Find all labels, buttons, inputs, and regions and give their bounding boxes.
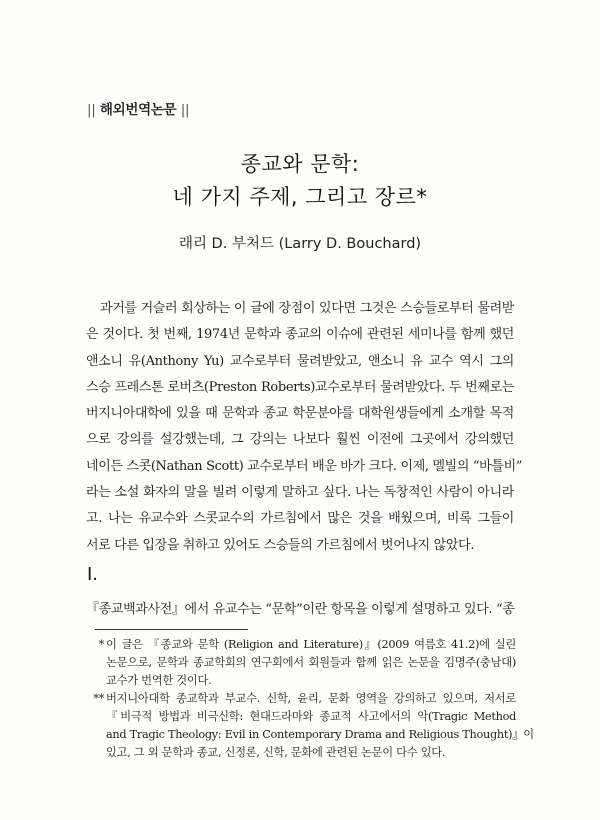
- footnote-line: 『비극적 방법과 비극신학: 현대드라마와 종교적 사고에서의 악(Tragic Method: [106, 710, 516, 723]
- section-tag: [87, 98, 189, 118]
- section-tag-bar-left: ||: [87, 102, 96, 118]
- footnote-1: [86, 636, 516, 690]
- footnote-2: [86, 690, 534, 762]
- paragraph-line: 버지니아대학에 있을 때 문학과 종교 학문분야를 대학원생들에게 소개할 목적: [86, 406, 514, 422]
- intro-paragraph: [86, 296, 523, 559]
- footnote-line: and Tragic Theology: Evil in Contemporary Drama and Religious Thought)』이: [106, 728, 534, 741]
- footnote-mark: *: [98, 638, 104, 651]
- paragraph-line: 서로 다른 입장을 취하고 있어도 스승들의 가르침에서 벗어나지 않았다.: [86, 537, 475, 553]
- paragraph-line: 라는 소설 화자의 말을 빌려 이렇게 말하고 싶다. 나는 독창적인 사람이 아니라: [86, 485, 514, 501]
- paragraph-line: 고. 나는 유교수와 스콧교수의 가르침에서 많은 것을 배웠으며, 비록 그들이: [86, 511, 514, 527]
- paragraph-line: 으로 강의를 설강했는데, 그 강의는 나보다 훨씬 이전에 그곳에서 강의했던: [86, 432, 514, 448]
- author-byline: 래리 D. 부처드 (Larry D. Bouchard): [178, 236, 422, 252]
- footnote-line: 있고, 그 외 문학과 종교, 신정론, 신학, 문화에 관련된 논문이 다수 있다.: [106, 746, 446, 759]
- section-tag-label: 해외번역논문: [99, 102, 177, 118]
- paragraph-line: 네이든 스콧(Nathan Scott) 교수로부터 배운 바가 크다. 이제, 멜빌의 “바틀비”: [86, 458, 523, 474]
- footnotes: [86, 636, 534, 762]
- section-numeral: I.: [87, 564, 99, 585]
- section-tag-bar-right: ||: [180, 102, 190, 118]
- footnote-line: 이 글은 『종교와 문학 (Religion and Literature)』(2009 여름호 41.2)에 실린: [106, 638, 516, 651]
- paragraph-line: 앤소니 유(Anthony Yu) 교수로부터 물려받았고, 앤소니 유 교수 역시 그의: [86, 353, 514, 369]
- paragraph-line: 스승 프레스톤 로버츠(Preston Roberts)교수로부터 물려받았다. 두 번째로는: [86, 379, 514, 395]
- footnote-mark: **: [93, 692, 104, 705]
- paragraph-line: 과거를 거슬러 회상하는 이 글에 장점이 있다면 그것은 스승들로부터 물려받: [100, 301, 514, 316]
- paragraph-line: 은 것이다. 첫 번째, 1974년 문학과 종교의 이슈에 관련된 세미나를 함께 했던: [86, 327, 514, 343]
- article-title-line-1: 종교와 문학:: [240, 152, 360, 176]
- footnote-divider: [95, 629, 248, 630]
- continuation-line: 『종교백과사전』에서 유교수는 “문학”이란 항목을 이렇게 설명하고 있다. “종: [86, 602, 515, 617]
- footnote-line: 교수가 번역한 것이다.: [106, 674, 212, 687]
- article-title-line-2: 네 가지 주제, 그리고 장르*: [172, 185, 428, 209]
- footnote-line: 논문으로, 문학과 종교학회의 연구회에서 회원들과 함께 읽은 논문을 김명주(충남대): [106, 656, 516, 669]
- footnote-line: 버지니아대학 종교학과 부교수. 신학, 윤리, 문화 영역을 강의하고 있으며, 저서로: [106, 692, 516, 705]
